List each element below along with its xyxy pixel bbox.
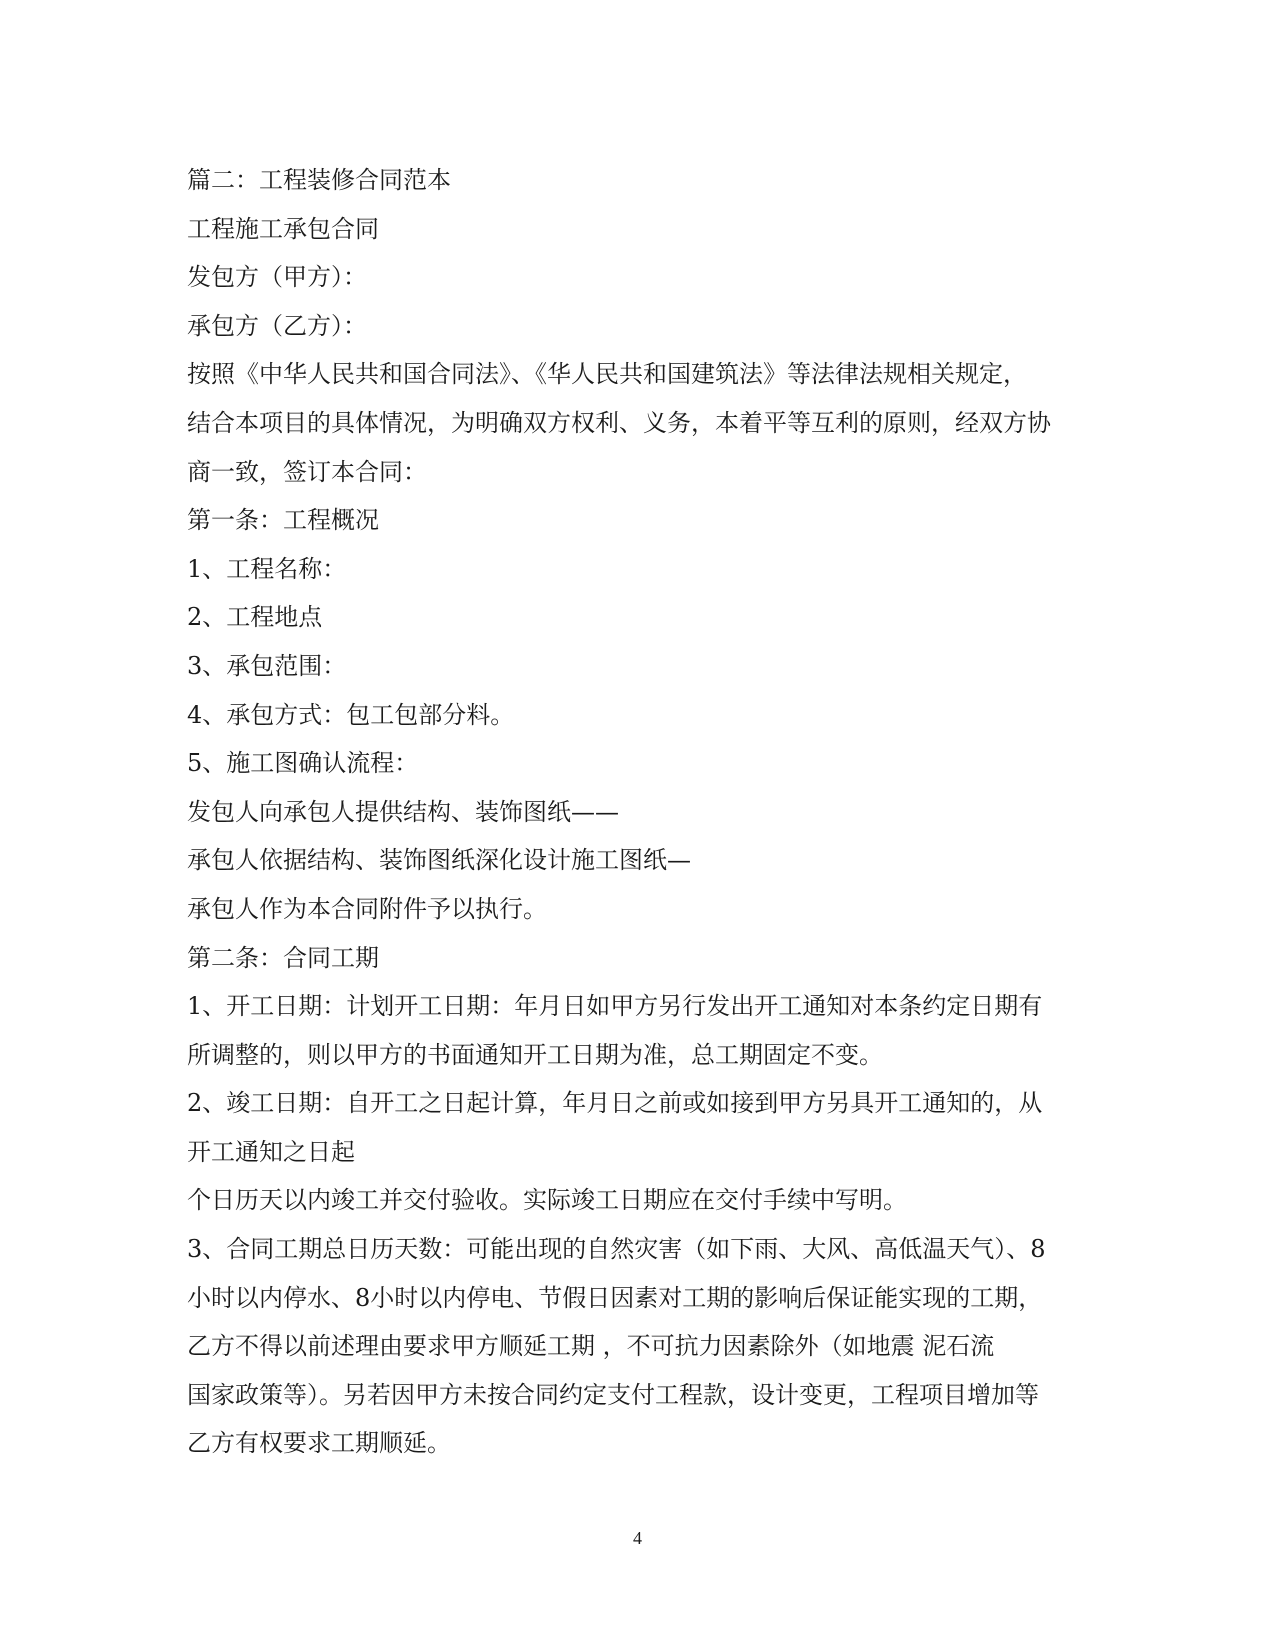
preamble-line: 按照《中华人民共和国合同法》、《华人民共和国建筑法》等法律法规相关规定，: [187, 360, 1027, 389]
clause-line: 国家政策等）。另若因甲方未按合同约定支付工程款，设计变更，工程项目增加等: [187, 1380, 1039, 1409]
party-a-line: 发包方（甲方）：: [187, 263, 367, 292]
clause-line: 3、合同工期总日历天数：可能出现的自然灾害（如下雨、大风、高低温天气）、8: [187, 1235, 1046, 1264]
contract-title: 工程施工承包合同: [187, 214, 379, 243]
clause-line: 开工通知之日起: [187, 1137, 355, 1166]
section-heading: 篇二：工程装修合同范本: [187, 166, 451, 194]
clause-line: 个日历天以内竣工并交付验收。实际竣工日期应在交付手续中写明。: [187, 1186, 907, 1215]
clause-line: 发包人向承包人提供结构、装饰图纸——: [187, 797, 619, 826]
clause-line: 1、工程名称：: [187, 554, 347, 583]
article-heading: 第二条：合同工期: [187, 943, 379, 972]
clause-line: 乙方有权要求工期顺延。: [187, 1429, 451, 1458]
clause-line: 所调整的，则以甲方的书面通知开工日期为准，总工期固定不变。: [187, 1040, 883, 1069]
clause-line: 4、承包方式：包工包部分料。: [187, 700, 515, 729]
preamble-line: 商一致，签订本合同：: [187, 457, 427, 486]
clause-line: 3、承包范围：: [187, 651, 347, 680]
party-b-line: 承包方（乙方）：: [187, 311, 367, 340]
clause-line: 2、竣工日期：自开工之日起计算，年月日之前或如接到甲方另具开工通知的，从: [187, 1089, 1043, 1118]
page-number: 4: [633, 1528, 642, 1548]
article-heading: 第一条：工程概况: [187, 506, 379, 535]
preamble-line: 结合本项目的具体情况，为明确双方权利、义务，本着平等互利的原则，经双方协: [187, 408, 1051, 437]
clause-line: 小时以内停水、8小时以内停电、节假日因素对工期的影响后保证能实现的工期，: [187, 1283, 1043, 1312]
clause-line: 1、开工日期：计划开工日期：年月日如甲方另行发出开工通知对本条约定日期有: [187, 992, 1043, 1021]
clause-line: 2、工程地点: [187, 603, 323, 632]
clause-line: 5、施工图确认流程：: [187, 749, 419, 778]
clause-line: 乙方不得以前述理由要求甲方顺延工期 ，不可抗力因素除外（如地震 泥石流: [187, 1332, 995, 1361]
clause-line: 承包人依据结构、装饰图纸深化设计施工图纸—: [187, 846, 691, 875]
document-body: [187, 156, 1092, 1468]
clause-line: 承包人作为本合同附件予以执行。: [187, 894, 547, 923]
